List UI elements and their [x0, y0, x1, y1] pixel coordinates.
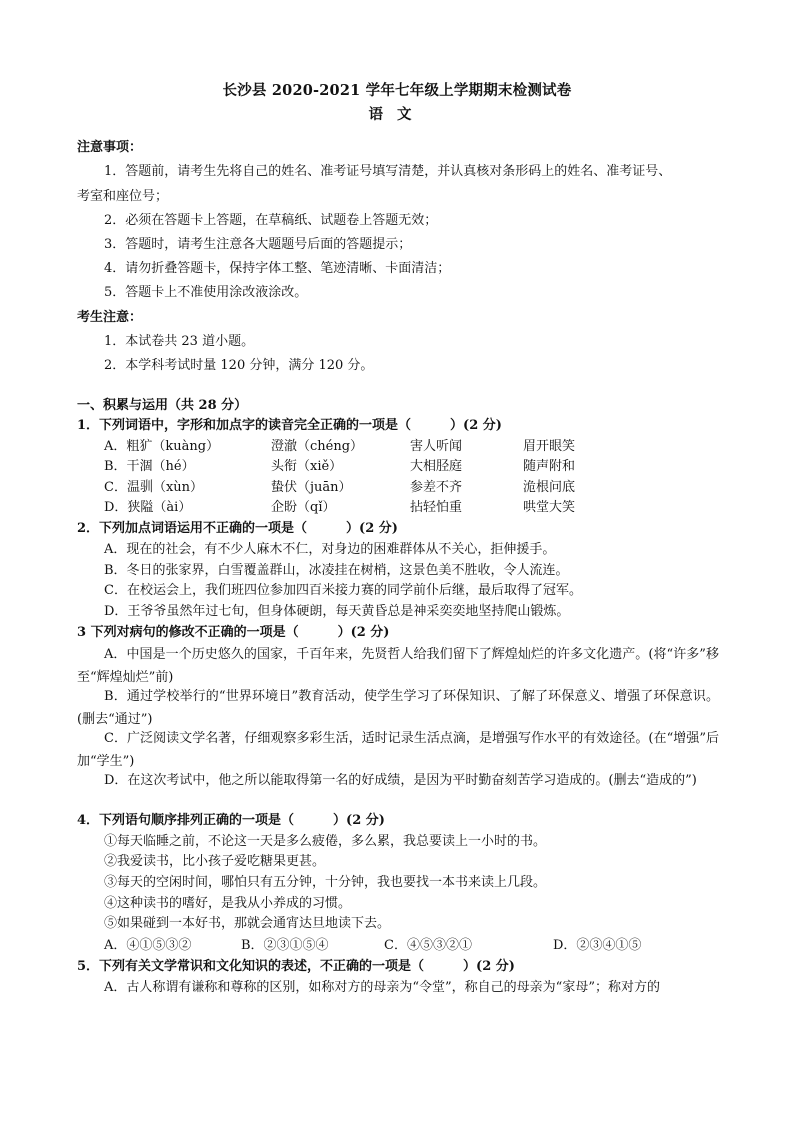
- exam-subject: 语文: [368, 106, 426, 123]
- q1-option-c-word1: C．温驯（xùn）: [104, 480, 204, 495]
- q3-option-d: D．在这次考试中，他之所以能取得第一名的好成绩，是因为平时勤奋刻苦学习造成的。(删去“造成的”): [104, 773, 697, 788]
- q4-sentence: ③每天的空闲时间，哪怕只有五分钟，十分钟，我也要找一本书来读上几段。: [104, 875, 547, 890]
- notice-item: 1．答题前，请考生先将自己的姓名、准考证号填写清楚，并认真核对条形码上的姓名、准考证号、: [104, 164, 672, 179]
- question-5-stem: 5．下列有关文学常识和文化知识的表述，不正确的一项是（ ）(2 分): [77, 959, 515, 974]
- q1-option-a-word1: A．粗犷（kuàng）: [104, 439, 220, 454]
- question-4-stem: 4．下列语句顺序排列正确的一项是（ ）(2 分): [77, 813, 385, 828]
- question-1-stem: 1．下列词语中，字形和加点字的读音完全正确的一项是（ ）(2 分): [77, 418, 502, 433]
- q1-option-b-word2: 头衔（xiě）: [271, 459, 343, 474]
- q1-option-a-word4: 眉开眼笑: [523, 439, 576, 454]
- q4-sentence: ①每天临睡之前，不论这一天是多么疲倦，多么累，我总要读上一小时的书。: [104, 834, 547, 849]
- q4-choice-c: C．④⑤③②①: [384, 938, 472, 953]
- q1-option-b-word4: 随声附和: [523, 459, 576, 474]
- q4-sentence: ④这种读书的嗜好，是我从小养成的习惯。: [104, 896, 352, 911]
- q1-option-c-word2: 蛰伏（juān）: [271, 480, 352, 495]
- section-heading: 一、积累与运用（共 28 分）: [77, 398, 248, 413]
- q1-option-b-word1: B．干涸（hé）: [104, 459, 195, 474]
- notice-item: 5．答题卡上不准使用涂改液涂改。: [104, 285, 308, 300]
- q4-sentence: ⑤如果碰到一本好书，那就会通宵达旦地读下去。: [104, 916, 391, 931]
- question-3-stem: 3 下列对病句的修改不正确的一项是（ ）(2 分): [77, 625, 390, 640]
- q2-option-a: A．现在的社会，有不少人麻木不仁，对身边的困难群体从不关心，拒伸援手。: [104, 542, 556, 557]
- notice-item: 3．答题时，请考生注意各大题题号后面的答题提示；: [104, 237, 412, 252]
- q1-option-d-word3: 拈轻怕重: [410, 500, 463, 515]
- q3-option-b: B．通过学校举行的“世界环境日”教育活动，使学生学习了环保知识、了解了环保意义、增强了环保意识。(删去“通过”): [77, 689, 719, 727]
- q1-option-d-word4: 哄堂大笑: [523, 500, 576, 515]
- q4-sentence: ②我爱读书，比小孩子爱吃糖果更甚。: [104, 854, 326, 869]
- question-2-stem: 2．下列加点词语运用不正确的一项是（ ）(2 分): [77, 521, 398, 536]
- q2-option-d: D．王爷爷虽然年过七旬，但身体硬朗，每天黄昏总是神采奕奕地坚持爬山锻炼。: [104, 604, 570, 619]
- candidate-item: 1．本试卷共 23 道小题。: [104, 334, 255, 349]
- q5-option-a: A．古人称谓有谦称和尊称的区别，如称对方的母亲为“令堂”，称自己的母亲为“家母”；称对方的: [104, 980, 660, 995]
- candidate-heading: 考生注意：: [77, 310, 143, 325]
- q1-option-d-word1: D．狭隘（ài）: [104, 500, 192, 515]
- notices-heading: 注意事项：: [77, 140, 143, 155]
- notice-item: 考室和座位号；: [77, 189, 169, 204]
- notice-item: 2．必须在答题卡上答题，在草稿纸、试题卷上答题无效；: [104, 213, 438, 228]
- q4-choice-a: A．④①⑤③②: [104, 938, 192, 953]
- q1-option-b-word3: 大相胫庭: [410, 459, 463, 474]
- q1-option-c-word4: 洈根问底: [523, 480, 576, 495]
- q2-option-b: B．冬日的张家界，白雪覆盖群山，冰凌挂在树梢，这景色美不胜收，令人流连。: [104, 563, 569, 578]
- q4-choice-b: B．②③①⑤④: [241, 938, 329, 953]
- q3-option-c: C．广泛阅读文学名著，仔细观察多彩生活，适时记录生活点滴，是增强写作水平的有效途径。(在“增强”后加“学生”): [77, 731, 719, 769]
- q1-option-a-word3: 害人听闻: [410, 439, 463, 454]
- candidate-item: 2．本学科考试时量 120 分钟，满分 120 分。: [104, 358, 374, 373]
- exam-title: 长沙县 2020-2021 学年七年级上学期期末检测试卷: [222, 82, 572, 99]
- q3-option-a: A．中国是一个历史悠久的国家，千百年来，先贤哲人给我们留下了辉煌灿烂的许多文化遗产。(将“许多”移至“辉煌灿烂”前): [77, 647, 719, 685]
- q1-option-a-word2: 澄澈（chéng）: [271, 439, 364, 454]
- notice-item: 4．请勿折叠答题卡，保持字体工整、笔迹清晰、卡面清洁；: [104, 261, 451, 276]
- q1-option-c-word3: 参差不齐: [410, 480, 463, 495]
- q1-option-d-word2: 企盼（qǐ）: [271, 500, 336, 515]
- q2-option-c: C．在校运会上，我们班四位参加四百米接力赛的同学前仆后继，最后取得了冠军。: [104, 583, 582, 598]
- q4-choice-d: D．②③④①⑤: [553, 938, 642, 953]
